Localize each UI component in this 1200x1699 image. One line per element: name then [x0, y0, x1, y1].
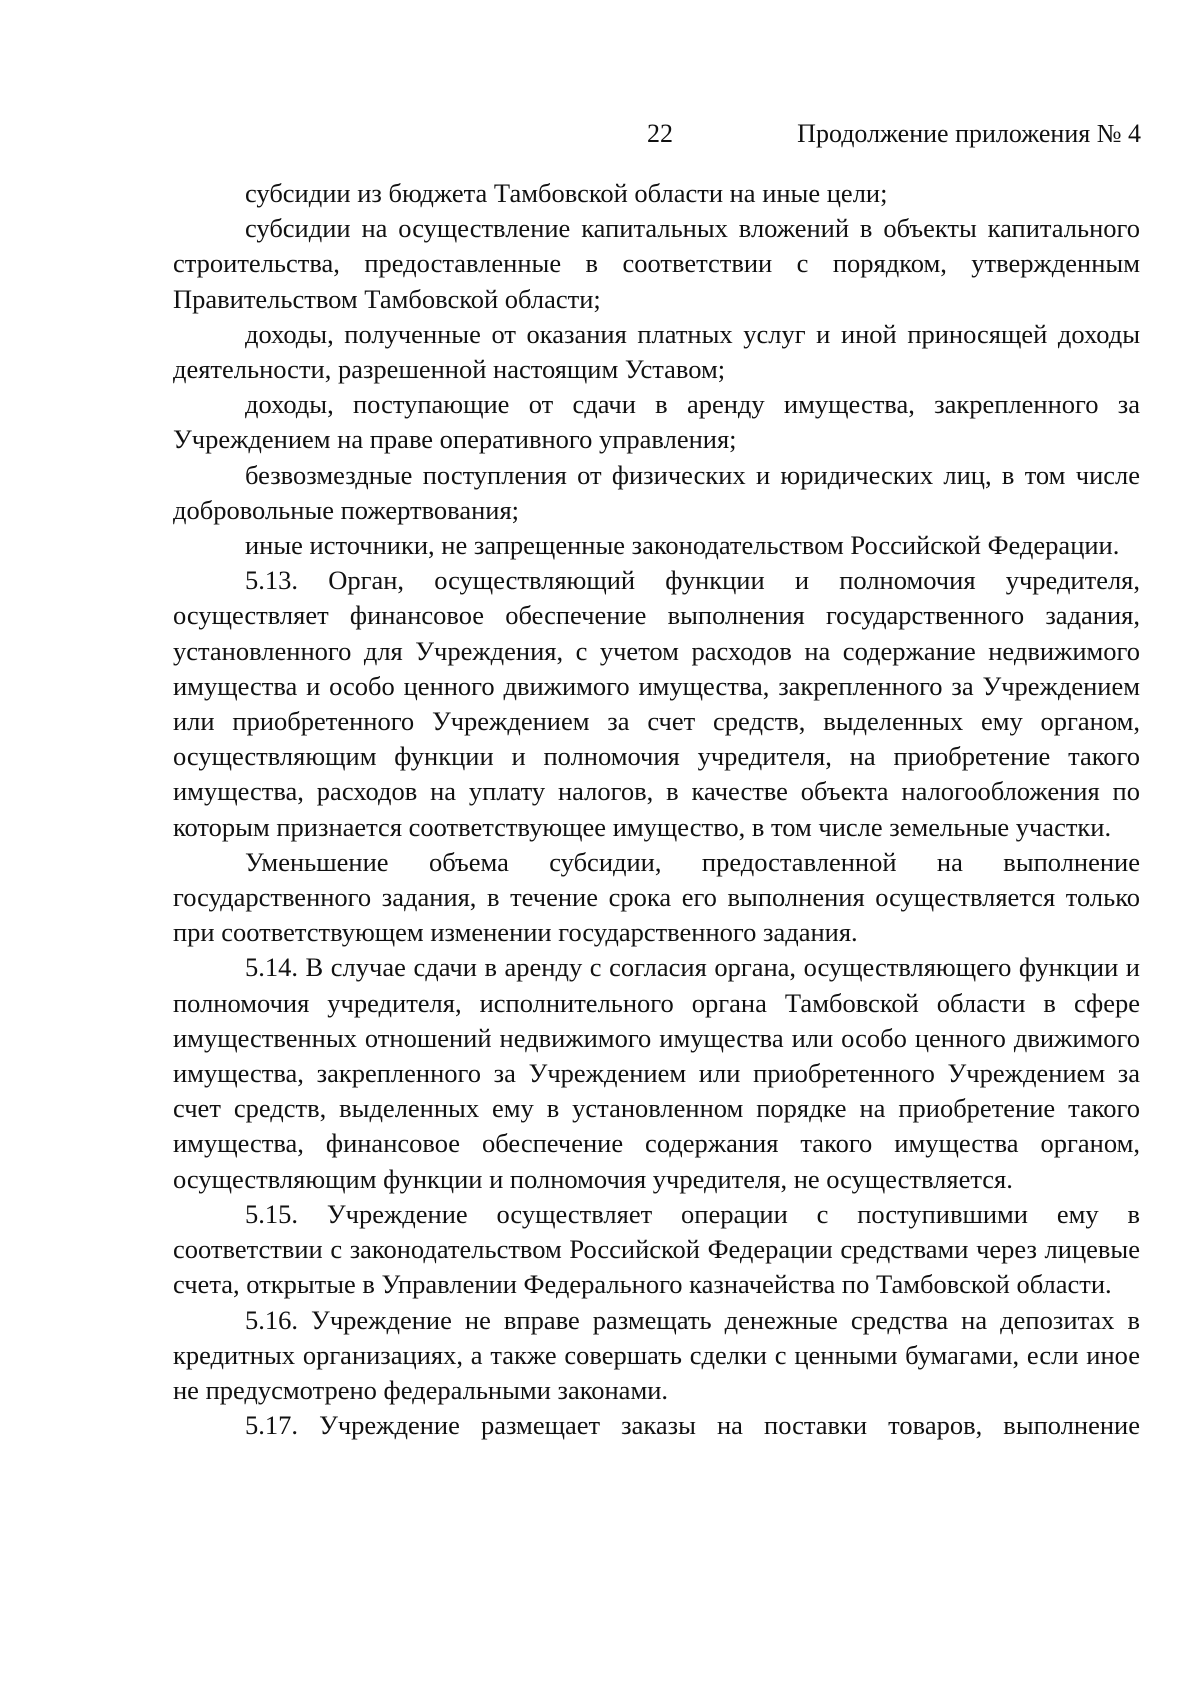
- paragraph: иные источники, не запрещенные законодательством Российской Федерации.: [245, 530, 1120, 561]
- page-header: [0, 114, 1200, 154]
- paragraph: 5.14. В случае сдачи в аренду с согласия органа, осуществляющего функции и полномочия учредителя, исполнительного органа Тамбовской области в сфере имущественных отношений недвижимого имущества или особо ценного движимого имущества, закрепленного за Учреждением или приобретенного Учреждением за счет средств, выделенных ему в установленном порядке на приобретение такого имущества, финансовое обеспечение содержания такого имущества органом, осуществляющим функции и полномочия учредителя, не осуществляется.: [173, 952, 1140, 1194]
- paragraph: 5.17. Учреждение размещает заказы на поставки товаров, выполнение: [245, 1410, 1140, 1441]
- paragraph: 5.16. Учреждение не вправе размещать денежные средства на депозитах в кредитных организациях, а также совершать сделки с ценными бумагами, если иное не предусмотрено федеральными законами.: [173, 1304, 1140, 1405]
- paragraph: доходы, полученные от оказания платных услуг и иной приносящей доходы деятельности, разрешенной настоящим Уставом;: [173, 318, 1140, 385]
- paragraph: 5.13. Орган, осуществляющий функции и полномочия учредителя, осуществляет финансовое обеспечение выполнения государственного задания, установленного для Учреждения, с учетом расходов на содержание недвижимого имущества и особо ценного движимого имущества, закрепленного за Учреждением или приобретенного Учреждением за счет средств, выделенных ему органом, осуществляющим функции и полномочия учредителя, на приобретение такого имущества, расходов на уплату налогов, в качестве объекта налогообложения по которым признается соответствующее имущество, в том числе земельные участки.: [173, 565, 1140, 842]
- document-body: [173, 176, 1140, 1443]
- paragraph: субсидии из бюджета Тамбовской области на иные цели;: [245, 178, 888, 208]
- paragraph: Уменьшение объема субсидии, предоставленной на выполнение государственного задания, в течение срока его выполнения осуществляется только при соответствующем изменении государственного задания.: [173, 846, 1140, 948]
- paragraph: 5.15. Учреждение осуществляет операции с поступившими ему в соответствии с законодательством Российской Федерации средствами через лицевые счета, открытые в Управлении Федерального казначейства по Тамбовской области.: [173, 1198, 1140, 1300]
- page-number: 22: [647, 119, 673, 148]
- appendix-caption: Продолжение приложения № 4: [797, 119, 1141, 148]
- paragraph: доходы, поступающие от сдачи в аренду имущества, закрепленного за Учреждением на праве оперативного управления;: [173, 389, 1140, 455]
- paragraph: безвозмездные поступления от физических и юридических лиц, в том числе добровольные пожертвования;: [173, 459, 1140, 525]
- paragraph: субсидии на осуществление капитальных вложений в объекты капитального строительства, предоставленные в соответствии с порядком, утвержденным Правительством Тамбовской области;: [173, 213, 1140, 314]
